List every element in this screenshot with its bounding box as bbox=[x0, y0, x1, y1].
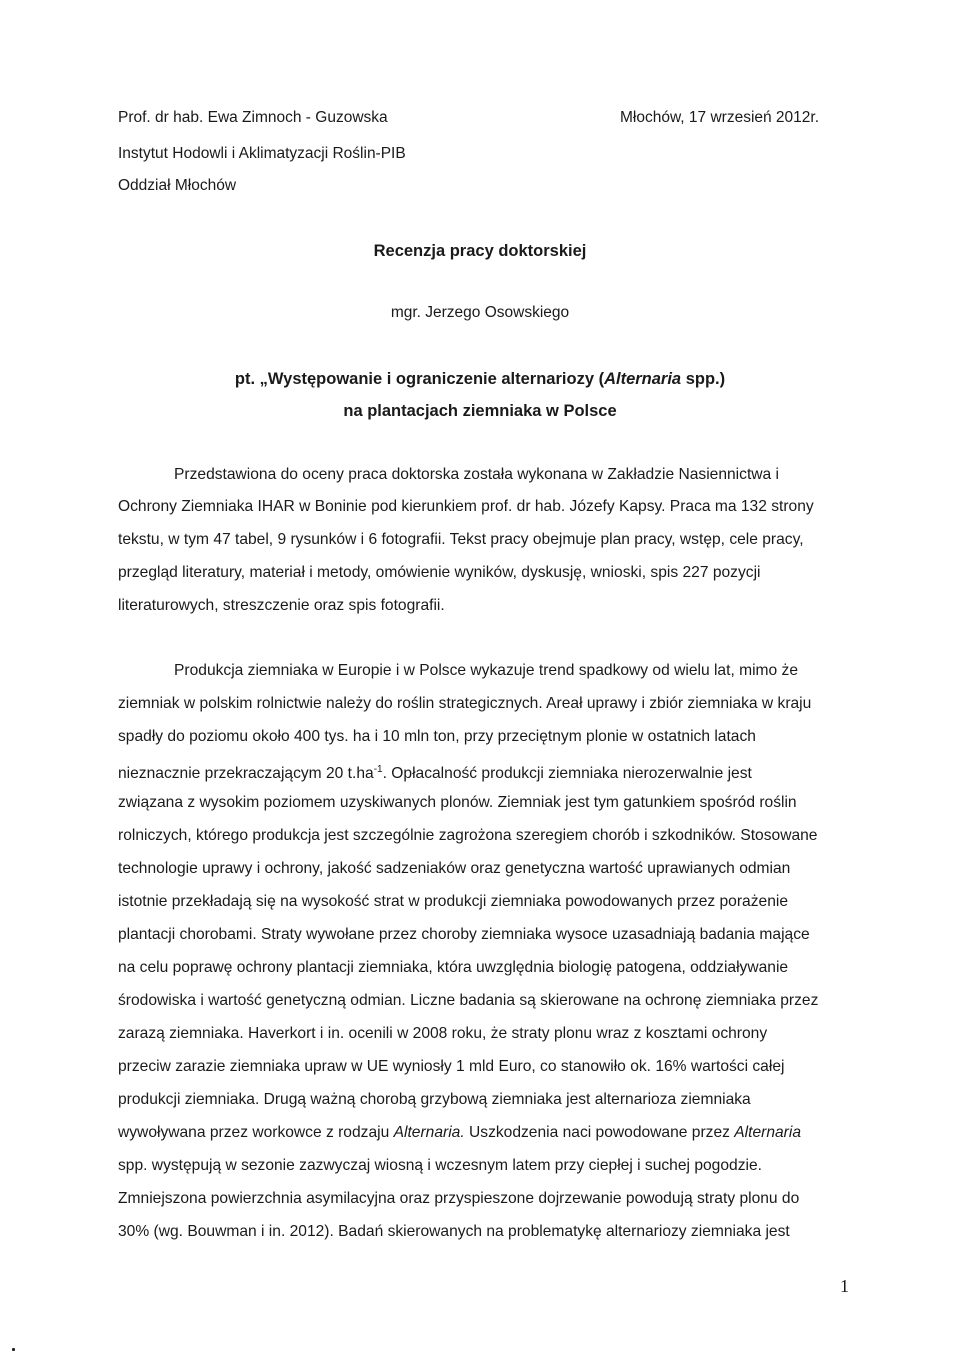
institute-name: Instytut Hodowli i Aklimatyzacji Roślin-PIB bbox=[118, 145, 406, 162]
department-name: Oddział Młochów bbox=[118, 177, 237, 194]
paragraph-line bbox=[118, 1123, 801, 1143]
paragraph-line bbox=[118, 760, 752, 784]
paragraph-line: zarazą ziemniaka. Haverkort i in. ocenili w 2008 roku, że straty plonu wraz z kosztami ochrony bbox=[118, 1025, 768, 1042]
line-text: Uszkodzenia naci powodowane przez bbox=[464, 1124, 735, 1141]
paragraph-line: tekstu, w tym 47 tabel, 9 rysunków i 6 fotografii. Tekst pracy obejmuje plan pracy, wstęp, cele pracy, bbox=[118, 531, 804, 548]
paragraph-line: rolniczych, którego produkcja jest szczególnie zagrożona szeregiem chorób i szkodników. Stosowane bbox=[118, 827, 818, 844]
thesis-topic-line1 bbox=[0, 370, 960, 389]
genus-italic: Alternaria bbox=[734, 1124, 802, 1141]
topic-suffix: spp.) bbox=[681, 370, 726, 388]
paragraph-line: spp. występują w sezonie zazwyczaj wiosną i wczesnym latem przy ciepłej i suchej pogodzie. bbox=[118, 1157, 762, 1174]
paragraph-line: istotnie przekładają się na wysokość strat w produkcji ziemniaka powodowanych przez porażenie bbox=[118, 893, 788, 910]
paragraph-line: Produkcja ziemniaka w Europie i w Polsce wykazuje trend spadkowy od wielu lat, mimo że bbox=[174, 662, 799, 679]
document-title: Recenzja pracy doktorskiej bbox=[373, 242, 587, 260]
paragraph-line: przegląd literatury, materiał i metody, omówienie wyników, dyskusję, wnioski, spis 227 pozycji bbox=[118, 564, 761, 581]
paragraph-line: Zmniejszona powierzchnia asymilacyjna oraz przyspieszone dojrzewanie powodują straty plonu do bbox=[118, 1190, 800, 1207]
paragraph-line: produkcji ziemniaka. Drugą ważną chorobą grzybową ziemniaka jest alternarioza ziemniaka bbox=[118, 1091, 751, 1108]
candidate-name: mgr. Jerzego Osowskiego bbox=[390, 304, 570, 321]
paragraph-line: środowiska i wartość genetyczną odmian. Liczne badania są skierowane na ochronę ziemniaka przez bbox=[118, 992, 819, 1009]
line-text: . Opłacalność produkcji ziemniaka nierozerwalnie jest bbox=[382, 765, 752, 783]
paragraph-line: spadły do poziomu około 400 tys. ha i 10 mln ton, przy przeciętnym plonie w ostatnich latach bbox=[118, 728, 756, 745]
page-number: 1 bbox=[840, 1276, 849, 1296]
paragraph-line: Przedstawiona do oceny praca doktorska została wykonana w Zakładzie Nasiennictwa i bbox=[174, 466, 780, 483]
paragraph-line: literaturowych, streszczenie oraz spis fotografii. bbox=[118, 597, 445, 614]
line-text: wywoływana przez workowce z rodzaju bbox=[118, 1124, 394, 1141]
thesis-topic-line2: na plantacjach ziemniaka w Polsce bbox=[343, 402, 617, 420]
line-text: nieznacznie przekraczającym 20 t.ha bbox=[118, 765, 374, 783]
paragraph-line: ziemniak w polskim rolnictwie należy do roślin strategicznych. Areał uprawy i zbiór ziemniaka w kraju bbox=[118, 695, 812, 712]
paragraph-line: technologie uprawy i ochrony, jakość sadzeniaków oraz genetyczna wartość uprawianych odmian bbox=[118, 860, 791, 877]
superscript: -1 bbox=[373, 764, 383, 775]
paragraph-line: Ochrony Ziemniaka IHAR w Boninie pod kierunkiem prof. dr hab. Józefy Kapsy. Praca ma 132 strony bbox=[118, 498, 814, 515]
paragraph-line: związana z wysokim poziomem uzyskiwanych plonów. Ziemniak jest tym gatunkiem spośród roślin bbox=[118, 794, 797, 811]
scan-speck bbox=[12, 1348, 15, 1351]
place-date: Młochów, 17 wrzesień 2012r. bbox=[620, 109, 820, 126]
paragraph-line: na celu poprawę ochrony plantacji ziemniaka, która uwzględnia biologię patogena, oddziaływanie bbox=[118, 959, 789, 976]
paragraph-line: 30% (wg. Bouwman i in. 2012). Badań skierowanych na problematykę alternariozy ziemniaka jest bbox=[118, 1223, 790, 1240]
topic-genus: Alternaria bbox=[604, 370, 682, 388]
author-name: Prof. dr hab. Ewa Zimnoch - Guzowska bbox=[118, 109, 388, 126]
paragraph-line: plantacji chorobami. Straty wywołane przez choroby ziemniaka wysoce uzasadniają badania mające bbox=[118, 926, 810, 943]
genus-italic: Alternaria. bbox=[393, 1124, 465, 1141]
topic-prefix: pt. „Występowanie i ograniczenie alternariozy ( bbox=[234, 370, 605, 388]
paragraph-line: przeciw zarazie ziemniaka upraw w UE wyniosły 1 mld Euro, co stanowiło ok. 16% wartości całej bbox=[118, 1058, 785, 1075]
